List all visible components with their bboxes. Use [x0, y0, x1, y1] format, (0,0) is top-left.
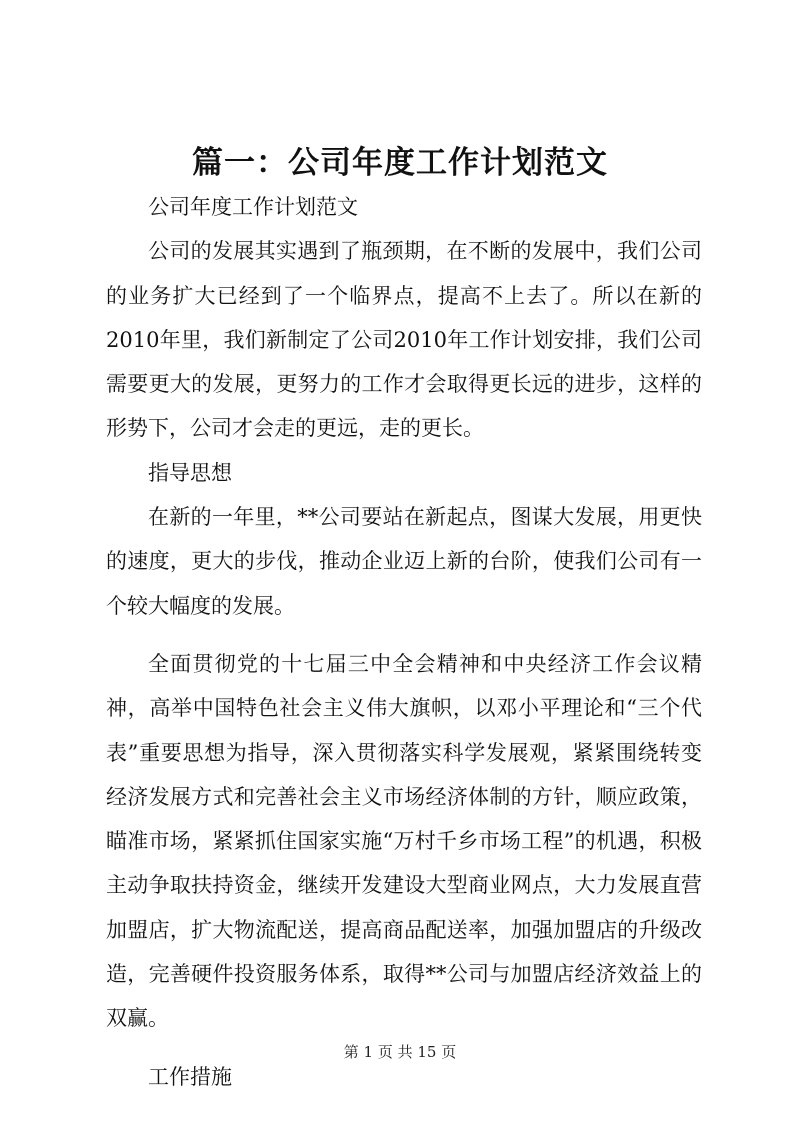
intro-paragraph: 公司的发展其实遇到了瓶颈期，在不断的发展中，我们公司的业务扩大已经到了一个临界点，提高不上去了。所以在新的2010年里，我们新制定了公司2010年工作计划安排，我们公司需要更大的发展，更努力的工作才会取得更长远的进步，这样的形势下，公司才会走的更远，走的更长。 — [106, 239, 702, 441]
guiding-ideology-paragraph: 在新的一年里，**公司要站在新起点，图谋大发展，用更快的速度，更大的步伐，推动企业迈上新的台阶，使我们公司有一个较大幅度的发展。 — [106, 505, 702, 618]
policy-paragraph: 全面贯彻党的十七届三中全会精神和中央经济工作会议精神，高举中国特色社会主义伟大旗帜，以邓小平理论和“三个代表”重要思想为指导，深入贯彻落实科学发展观，紧紧围绕转变经济发展方式和完善社会主义市场经济体制的方针，顺应政策，瞄准市场，紧紧抓住国家实施“万村千乡市场工程”的机遇，积极主动争取扶持资金，继续开发建设大型商业网点，大力发展直营加盟店，扩大物流配送，提高商品配送率，加强加盟店的升级改造，完善硬件投资服务体系，取得**公司与加盟店经济效益上的双赢。 — [106, 651, 702, 1031]
document-title: 篇一：公司年度工作计划范文 — [192, 145, 608, 181]
section-heading-guiding-ideology: 指导思想 — [148, 460, 232, 485]
document-body — [106, 185, 702, 1099]
page-footer: 第 1 页 共 15 页 — [343, 1043, 457, 1061]
section-heading-work-measures: 工作措施 — [148, 1064, 232, 1089]
subtitle-paragraph: 公司年度工作计划范文 — [148, 195, 358, 219]
